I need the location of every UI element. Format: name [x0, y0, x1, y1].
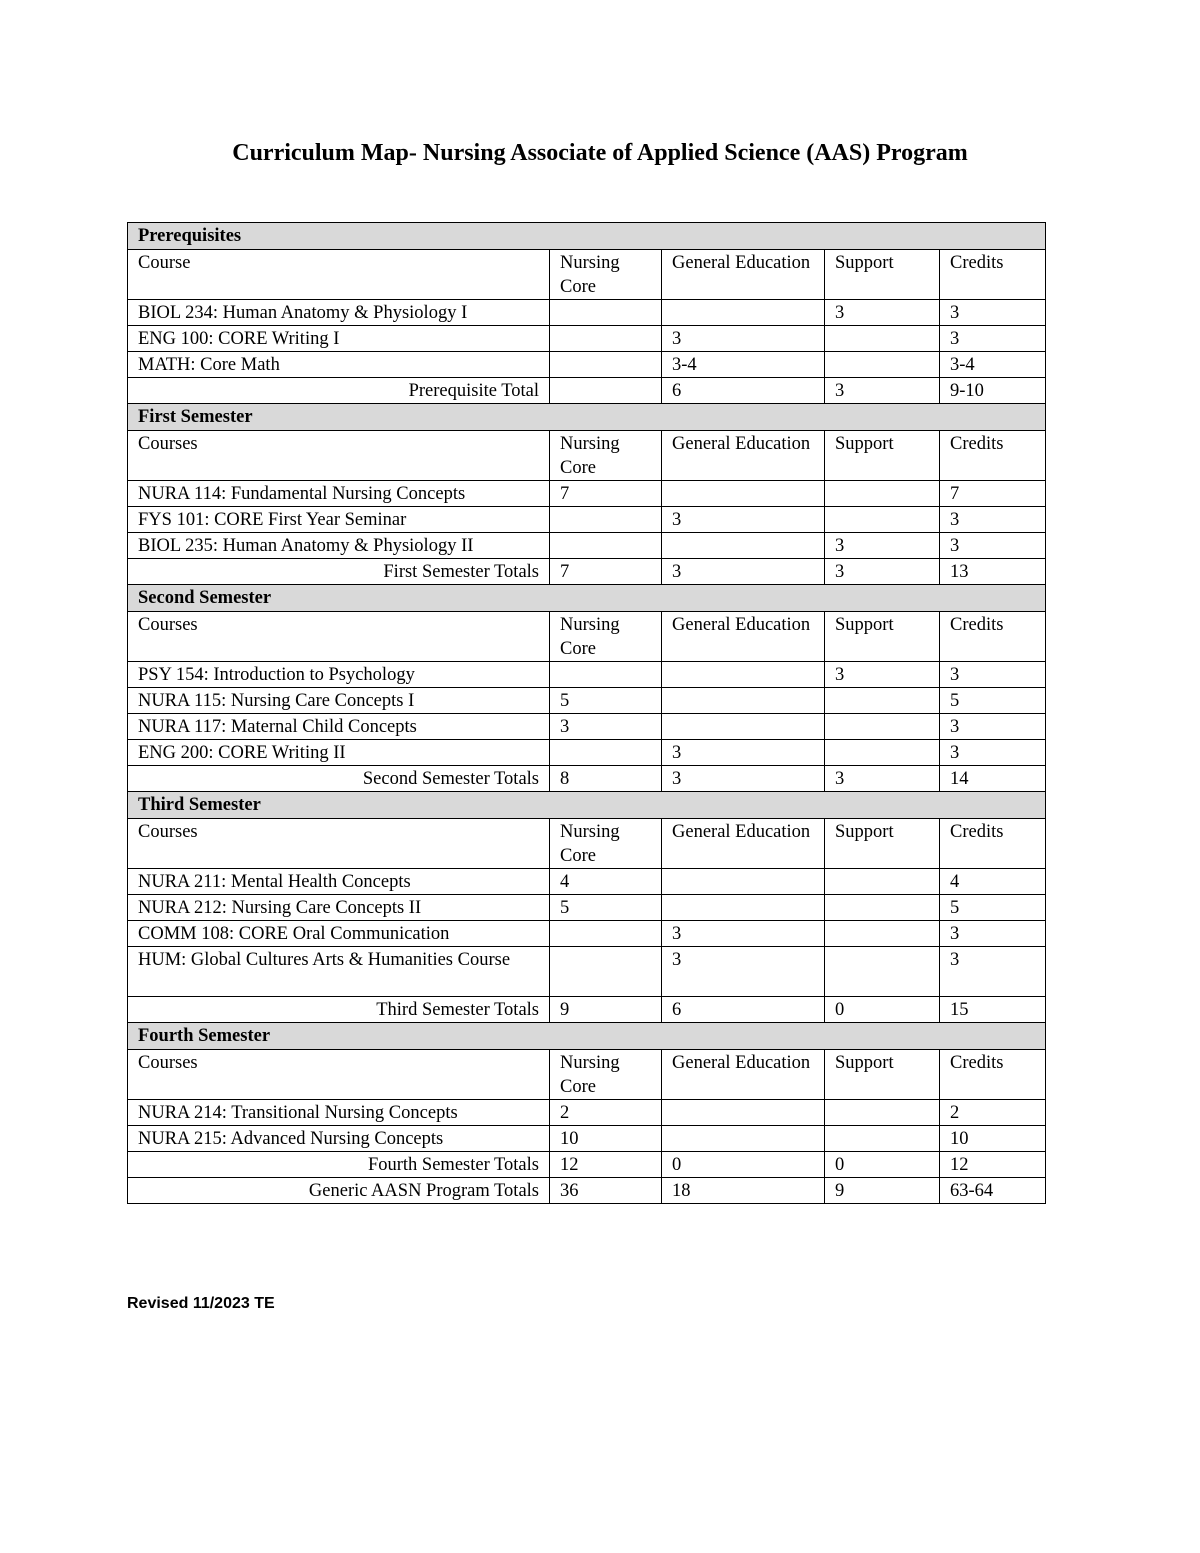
value-cell: 3-4	[940, 352, 1046, 378]
course-cell: Courses	[128, 431, 550, 481]
revision-note: Revised 11/2023 TE	[127, 1295, 275, 1312]
course-cell: Courses	[128, 819, 550, 869]
value-cell	[825, 688, 940, 714]
value-cell	[662, 688, 825, 714]
total-label-cell: First Semester Totals	[128, 559, 550, 585]
course-row	[128, 1126, 1046, 1152]
course-cell: Course	[128, 250, 550, 300]
course-row	[128, 869, 1046, 895]
value-cell: Credits	[940, 431, 1046, 481]
value-cell: General Education	[662, 1050, 825, 1100]
course-row	[128, 688, 1046, 714]
course-row	[128, 714, 1046, 740]
value-cell: 2	[550, 1100, 662, 1126]
value-cell	[550, 300, 662, 326]
value-cell: 15	[940, 997, 1046, 1023]
curriculum-table	[127, 222, 1046, 1204]
value-cell: 3	[662, 766, 825, 792]
value-cell	[550, 740, 662, 766]
value-cell: 2	[940, 1100, 1046, 1126]
total-row	[128, 997, 1046, 1023]
value-cell: 13	[940, 559, 1046, 585]
course-cell: PSY 154: Introduction to Psychology	[128, 662, 550, 688]
total-label-cell: Second Semester Totals	[128, 766, 550, 792]
value-cell: 3	[825, 533, 940, 559]
course-cell: Courses	[128, 612, 550, 662]
value-cell	[825, 1100, 940, 1126]
value-cell	[825, 740, 940, 766]
value-cell: Support	[825, 431, 940, 481]
value-cell: 3-4	[662, 352, 825, 378]
value-cell: 0	[825, 1152, 940, 1178]
value-cell: 3	[940, 326, 1046, 352]
course-row	[128, 481, 1046, 507]
total-label-cell: Third Semester Totals	[128, 997, 550, 1023]
column-header-row	[128, 431, 1046, 481]
value-cell: 0	[825, 997, 940, 1023]
value-cell	[550, 352, 662, 378]
course-cell: MATH: Core Math	[128, 352, 550, 378]
value-cell	[825, 481, 940, 507]
value-cell	[662, 1100, 825, 1126]
course-row	[128, 947, 1046, 997]
value-cell: 6	[662, 378, 825, 404]
value-cell	[550, 378, 662, 404]
course-row	[128, 533, 1046, 559]
total-label-cell: Prerequisite Total	[128, 378, 550, 404]
value-cell: 3	[662, 559, 825, 585]
value-cell: 5	[550, 688, 662, 714]
value-cell: 3	[940, 662, 1046, 688]
value-cell	[550, 921, 662, 947]
value-cell: 3	[940, 507, 1046, 533]
value-cell: 3	[940, 947, 1046, 997]
value-cell	[825, 947, 940, 997]
course-row	[128, 662, 1046, 688]
value-cell: 6	[662, 997, 825, 1023]
total-row	[128, 378, 1046, 404]
value-cell: 3	[940, 921, 1046, 947]
value-cell: Nursing Core	[550, 819, 662, 869]
value-cell: 3	[940, 300, 1046, 326]
value-cell: 7	[550, 481, 662, 507]
value-cell	[550, 507, 662, 533]
course-cell: NURA 115: Nursing Care Concepts I	[128, 688, 550, 714]
value-cell: 4	[550, 869, 662, 895]
course-cell: HUM: Global Cultures Arts & Humanities Course	[128, 947, 550, 997]
program-total-row	[128, 1178, 1046, 1204]
total-label-cell: Fourth Semester Totals	[128, 1152, 550, 1178]
value-cell: General Education	[662, 612, 825, 662]
course-cell: FYS 101: CORE First Year Seminar	[128, 507, 550, 533]
course-row	[128, 300, 1046, 326]
value-cell: General Education	[662, 431, 825, 481]
column-header-row	[128, 1050, 1046, 1100]
course-row	[128, 326, 1046, 352]
value-cell: 3	[825, 378, 940, 404]
section-title: First Semester	[128, 404, 1046, 431]
value-cell: 12	[940, 1152, 1046, 1178]
curriculum-table-body	[128, 223, 1046, 1204]
course-cell: BIOL 235: Human Anatomy & Physiology II	[128, 533, 550, 559]
total-row	[128, 766, 1046, 792]
value-cell: Nursing Core	[550, 1050, 662, 1100]
value-cell: 14	[940, 766, 1046, 792]
value-cell	[825, 1126, 940, 1152]
value-cell: 3	[662, 507, 825, 533]
value-cell: 3	[662, 947, 825, 997]
value-cell	[550, 947, 662, 997]
value-cell: 10	[940, 1126, 1046, 1152]
value-cell	[825, 352, 940, 378]
value-cell: 3	[940, 533, 1046, 559]
value-cell: 3	[662, 326, 825, 352]
value-cell	[825, 507, 940, 533]
value-cell: 3	[550, 714, 662, 740]
page-title: Curriculum Map- Nursing Associate of Applied Science (AAS) Program	[232, 140, 968, 166]
course-cell: NURA 114: Fundamental Nursing Concepts	[128, 481, 550, 507]
value-cell: 3	[940, 740, 1046, 766]
value-cell: Credits	[940, 1050, 1046, 1100]
course-cell: NURA 212: Nursing Care Concepts II	[128, 895, 550, 921]
value-cell: 3	[825, 300, 940, 326]
course-row	[128, 1100, 1046, 1126]
value-cell: 3	[825, 662, 940, 688]
total-label-cell: Generic AASN Program Totals	[128, 1178, 550, 1204]
value-cell: Credits	[940, 250, 1046, 300]
course-cell: Courses	[128, 1050, 550, 1100]
value-cell: Support	[825, 250, 940, 300]
course-cell: ENG 200: CORE Writing II	[128, 740, 550, 766]
value-cell: 3	[662, 921, 825, 947]
value-cell	[550, 533, 662, 559]
course-cell: NURA 215: Advanced Nursing Concepts	[128, 1126, 550, 1152]
section-header-row	[128, 792, 1046, 819]
section-header-row	[128, 585, 1046, 612]
value-cell: 0	[662, 1152, 825, 1178]
course-cell: COMM 108: CORE Oral Communication	[128, 921, 550, 947]
value-cell: Support	[825, 612, 940, 662]
course-row	[128, 507, 1046, 533]
value-cell	[662, 714, 825, 740]
total-row	[128, 559, 1046, 585]
value-cell: 63-64	[940, 1178, 1046, 1204]
course-cell: NURA 214: Transitional Nursing Concepts	[128, 1100, 550, 1126]
value-cell: 9	[550, 997, 662, 1023]
value-cell	[825, 326, 940, 352]
course-cell: BIOL 234: Human Anatomy & Physiology I	[128, 300, 550, 326]
course-row	[128, 352, 1046, 378]
value-cell	[662, 662, 825, 688]
value-cell	[662, 300, 825, 326]
value-cell	[825, 895, 940, 921]
value-cell	[825, 921, 940, 947]
course-cell: NURA 117: Maternal Child Concepts	[128, 714, 550, 740]
value-cell: 5	[940, 895, 1046, 921]
value-cell: 8	[550, 766, 662, 792]
value-cell: 10	[550, 1126, 662, 1152]
value-cell: 7	[550, 559, 662, 585]
value-cell	[662, 895, 825, 921]
course-row	[128, 895, 1046, 921]
section-title: Third Semester	[128, 792, 1046, 819]
value-cell	[662, 869, 825, 895]
value-cell	[550, 662, 662, 688]
value-cell: Credits	[940, 819, 1046, 869]
value-cell: Nursing Core	[550, 612, 662, 662]
value-cell	[825, 714, 940, 740]
section-header-row	[128, 404, 1046, 431]
value-cell: 3	[940, 714, 1046, 740]
value-cell: General Education	[662, 250, 825, 300]
value-cell: 36	[550, 1178, 662, 1204]
course-cell: NURA 211: Mental Health Concepts	[128, 869, 550, 895]
value-cell	[662, 481, 825, 507]
value-cell: 12	[550, 1152, 662, 1178]
value-cell	[662, 1126, 825, 1152]
value-cell	[662, 533, 825, 559]
value-cell: Nursing Core	[550, 431, 662, 481]
course-row	[128, 740, 1046, 766]
value-cell: Support	[825, 1050, 940, 1100]
section-header-row	[128, 223, 1046, 250]
value-cell: 7	[940, 481, 1046, 507]
value-cell: 5	[550, 895, 662, 921]
value-cell: 9-10	[940, 378, 1046, 404]
value-cell: 5	[940, 688, 1046, 714]
value-cell: 3	[825, 559, 940, 585]
value-cell	[550, 326, 662, 352]
value-cell: 4	[940, 869, 1046, 895]
value-cell: 9	[825, 1178, 940, 1204]
section-title: Fourth Semester	[128, 1023, 1046, 1050]
course-cell: ENG 100: CORE Writing I	[128, 326, 550, 352]
value-cell	[825, 869, 940, 895]
value-cell: General Education	[662, 819, 825, 869]
section-title: Prerequisites	[128, 223, 1046, 250]
total-row	[128, 1152, 1046, 1178]
value-cell: 3	[825, 766, 940, 792]
column-header-row	[128, 612, 1046, 662]
section-title: Second Semester	[128, 585, 1046, 612]
value-cell: Support	[825, 819, 940, 869]
value-cell: Nursing Core	[550, 250, 662, 300]
value-cell: 3	[662, 740, 825, 766]
value-cell: 18	[662, 1178, 825, 1204]
course-row	[128, 921, 1046, 947]
value-cell: Credits	[940, 612, 1046, 662]
section-header-row	[128, 1023, 1046, 1050]
column-header-row	[128, 819, 1046, 869]
column-header-row	[128, 250, 1046, 300]
